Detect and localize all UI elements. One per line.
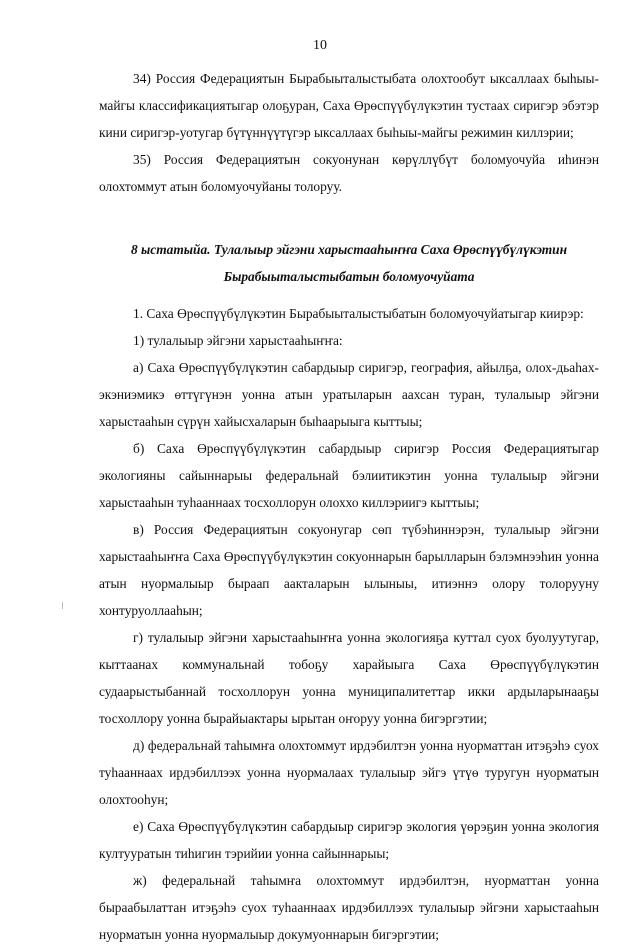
point-a: а) Саха Өрөспүүбүлүкэтин сабардыыр сиригэр, география, айылҕа, олох-дьаһах-экэниэмикэ өттүгүнэн уонна атын уратыларын аахсан туран, тулалыыр эйгэни харыстааһын сүрүн хайысхаларын быһаарыыга кыттыы; (99, 360, 599, 429)
item-34: 34) Россия Федерациятын Бырабыыталыстыбата олохтообут ыксаллаах быһыы-майгы классификациятыгар олоҕуран, Саха Өрөспүүбүлүкэтин тустаах сиригэр эбэтэр кини сиригэр-уотугар бүтүннүүтүгэр ыксаллаах быһыы-майгы режимин киллэрии; (99, 71, 599, 140)
point-e: е) Саха Өрөспүүбүлүкэтин сабардыыр сиригэр экология үөрэҕин уонна экология култууратын тиһигин тэрийии уонна сайыннарыы; (99, 819, 599, 861)
article-heading: 8 ыстатыйа. Тулалыыр эйгэни харыстааһыҥҥа Саха Өрөспүүбүлүкэтин Бырабыыталыстыбатын боломуочуйата (130, 242, 568, 284)
clause-1: 1. Саха Өрөспүүбүлүкэтин Бырабыыталыстыбатын боломуочуйатыгар киирэр: (133, 306, 584, 321)
item-35: 35) Россия Федерациятын сокуонунан көрүллүбүт боломуочуйа иһинэн олохтоммут атын боломуочуйаны толоруу. (99, 152, 599, 194)
point-zh: ж) федеральнай таһымҥа олохтоммут ирдэбилтэн, нуорматтан уонна быраабылаттан итэҕэһэ суох туһааннаах ирдэбиллээх тулалыыр эйгэни харыстааһын нуорматын уонна нуормалыыр докумуоннарын бигэргэтии; (99, 873, 599, 942)
point-d: д) федеральнай таһымҥа олохтоммут ирдэбилтэн уонна нуорматтан итэҕэһэ суох туһааннаах ирдэбиллээх уонна нуормалаах тулалыыр эйгэ үтүө туругун нуорматын олохтооһун; (99, 738, 599, 807)
page-number: 10 (313, 38, 327, 53)
subclause-1: 1) тулалыыр эйгэни харыстааһыҥҥа: (133, 333, 343, 348)
margin-mark (62, 602, 63, 609)
point-v: в) Россия Федерациятын сокуонугар сөп түбэһиннэрэн, тулалыыр эйгэни харыстааһыҥҥа Саха Өрөспүүбүлүкэтин сокуоннарын барылларын бэлэмнээһин уонна атын нуормалыыр быраап аакталарын ылыныы, итиэннэ олору толорууну хонтуруоллааһын; (99, 522, 599, 618)
point-g: г) тулалыыр эйгэни харыстааһыҥҥа уонна экологияҕа куттал суох буолуутугар, кыттаанах коммунальнай тобоҕу харайыыга Саха Өрөспүүбүлүкэтин судаарыстыбаннай тосхоллорун уонна муниципалитеттар икки ардыларынааҕы тосхоллору уонна бырайыактары ырытан оҥоруу уонна бигэргэтии; (99, 630, 599, 726)
spacer (99, 290, 599, 300)
point-b: б) Саха Өрөспүүбүлүкэтин сабардыыр сиригэр Россия Федерациятыгар экологияны сайыннарыы федеральнай бэлиитикэтин уонна тулалыыр эйгэни харыстааһын туһааннаах тосхоллорун олоххо киллэриигэ кыттыы; (99, 441, 599, 510)
document-body (99, 65, 599, 948)
spacer (99, 200, 599, 236)
